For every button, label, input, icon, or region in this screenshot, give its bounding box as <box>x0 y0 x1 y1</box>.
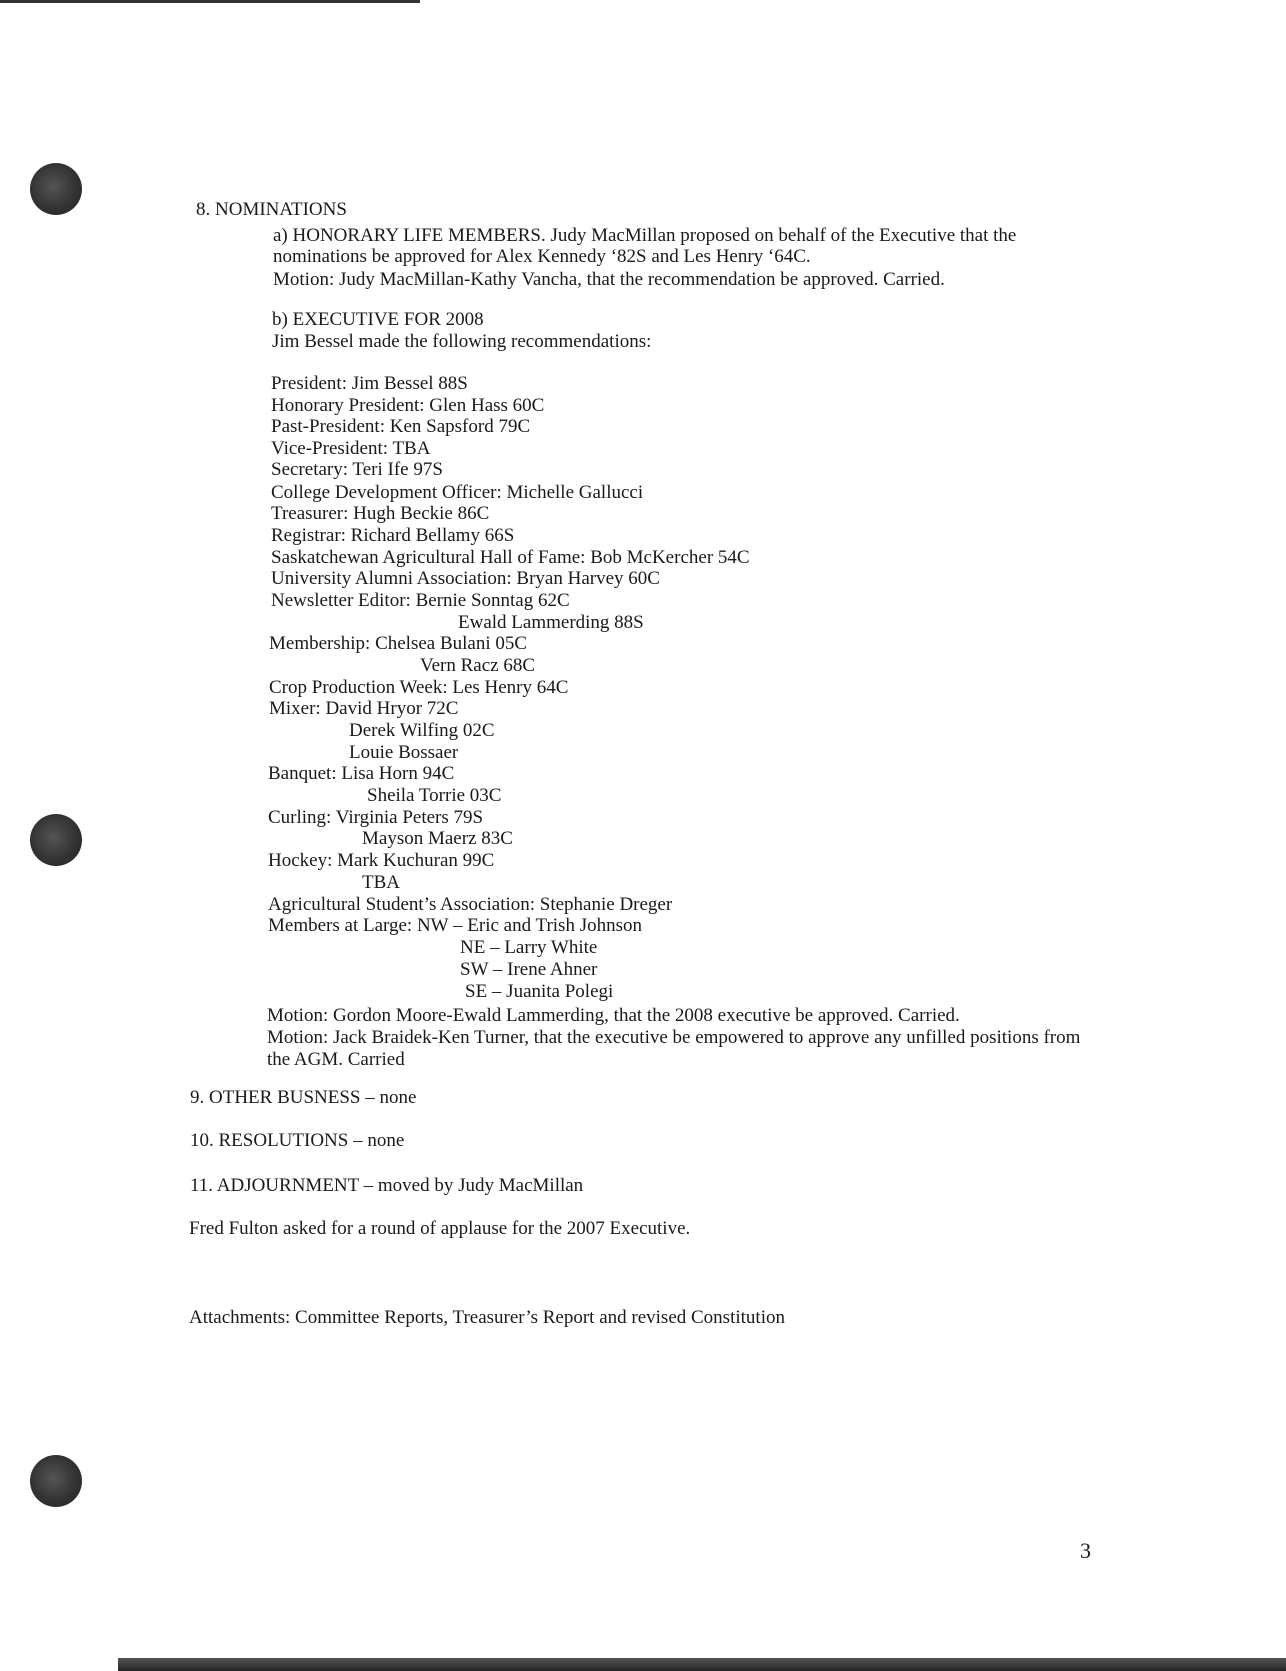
resolutions: 10. RESOLUTIONS – none <box>190 1130 405 1151</box>
adjournment: 11. ADJOURNMENT – moved by Judy MacMillan <box>190 1175 584 1196</box>
roster-members-at-large-sw: SW – Irene Ahner <box>460 959 598 980</box>
roster-president: President: Jim Bessel 88S <box>271 373 468 394</box>
roster-hockey: Hockey: Mark Kuchuran 99C <box>268 850 495 871</box>
punch-hole-middle <box>30 814 82 866</box>
roster-banquet-2: Sheila Torrie 03C <box>367 785 502 806</box>
other-business: 9. OTHER BUSNESS – none <box>190 1087 417 1108</box>
unfilled-positions-motion-2: the AGM. Carried <box>267 1049 405 1070</box>
roster-newsletter-editor-2: Ewald Lammerding 88S <box>458 612 644 633</box>
page-number: 3 <box>1080 1538 1091 1563</box>
roster-crop-production-week: Crop Production Week: Les Henry 64C <box>269 677 569 698</box>
roster-curling-2: Mayson Maerz 83C <box>362 828 513 849</box>
roster-mixer-3: Louie Bossaer <box>349 742 459 763</box>
roster-treasurer: Treasurer: Hugh Beckie 86C <box>271 503 490 524</box>
section-heading: 8. NOMINATIONS <box>196 199 347 220</box>
executive-motion: Motion: Gordon Moore-Ewald Lammerding, that the 2008 executive be approved. Carried. <box>267 1005 960 1026</box>
honorary-line-1: a) HONORARY LIFE MEMBERS. Judy MacMillan proposed on behalf of the Executive that the <box>273 225 1017 246</box>
roster-college-development-officer: College Development Officer: Michelle Gallucci <box>271 482 644 503</box>
attachments: Attachments: Committee Reports, Treasurer’s Report and revised Constitution <box>189 1307 785 1328</box>
roster-registrar: Registrar: Richard Bellamy 66S <box>271 525 515 546</box>
roster-membership-2: Vern Racz 68C <box>420 655 536 676</box>
roster-banquet: Banquet: Lisa Horn 94C <box>268 763 455 784</box>
roster-secretary: Secretary: Teri Ife 97S <box>271 459 443 480</box>
scan-top-edge <box>0 0 420 3</box>
roster-members-at-large: Members at Large: NW – Eric and Trish Johnson <box>268 915 642 936</box>
roster-honorary-president: Honorary President: Glen Hass 60C <box>271 395 545 416</box>
roster-past-president: Past-President: Ken Sapsford 79C <box>271 416 531 437</box>
roster-mixer: Mixer: David Hryor 72C <box>269 698 459 719</box>
roster-members-at-large-se: SE – Juanita Polegi <box>465 981 614 1002</box>
roster-university-alumni: University Alumni Association: Bryan Harvey 60C <box>271 568 660 589</box>
roster-mixer-2: Derek Wilfing 02C <box>349 720 495 741</box>
roster-curling: Curling: Virginia Peters 79S <box>268 807 484 828</box>
roster-members-at-large-ne: NE – Larry White <box>460 937 598 958</box>
roster-hall-of-fame: Saskatchewan Agricultural Hall of Fame: Bob McKercher 54C <box>271 547 750 568</box>
applause-note: Fred Fulton asked for a round of applause for the 2007 Executive. <box>189 1218 691 1239</box>
executive-heading: b) EXECUTIVE FOR 2008 <box>272 309 484 330</box>
roster-hockey-2: TBA <box>362 872 400 893</box>
executive-intro: Jim Bessel made the following recommendations: <box>272 331 652 352</box>
punch-hole-bottom <box>30 1455 82 1507</box>
honorary-motion: Motion: Judy MacMillan-Kathy Vancha, that the recommendation be approved. Carried. <box>273 269 945 290</box>
honorary-line-2: nominations be approved for Alex Kennedy ‘82S and Les Henry ‘64C. <box>273 246 811 267</box>
roster-vice-president: Vice-President: TBA <box>271 438 431 459</box>
unfilled-positions-motion-1: Motion: Jack Braidek-Ken Turner, that the executive be empowered to approve any unfilled positions from <box>267 1027 1081 1048</box>
roster-newsletter-editor: Newsletter Editor: Bernie Sonntag 62C <box>271 590 570 611</box>
roster-membership: Membership: Chelsea Bulani 05C <box>269 633 528 654</box>
scan-bottom-edge <box>118 1658 1286 1671</box>
roster-student-association: Agricultural Student’s Association: Stephanie Dreger <box>268 894 673 915</box>
punch-hole-top <box>30 163 82 215</box>
